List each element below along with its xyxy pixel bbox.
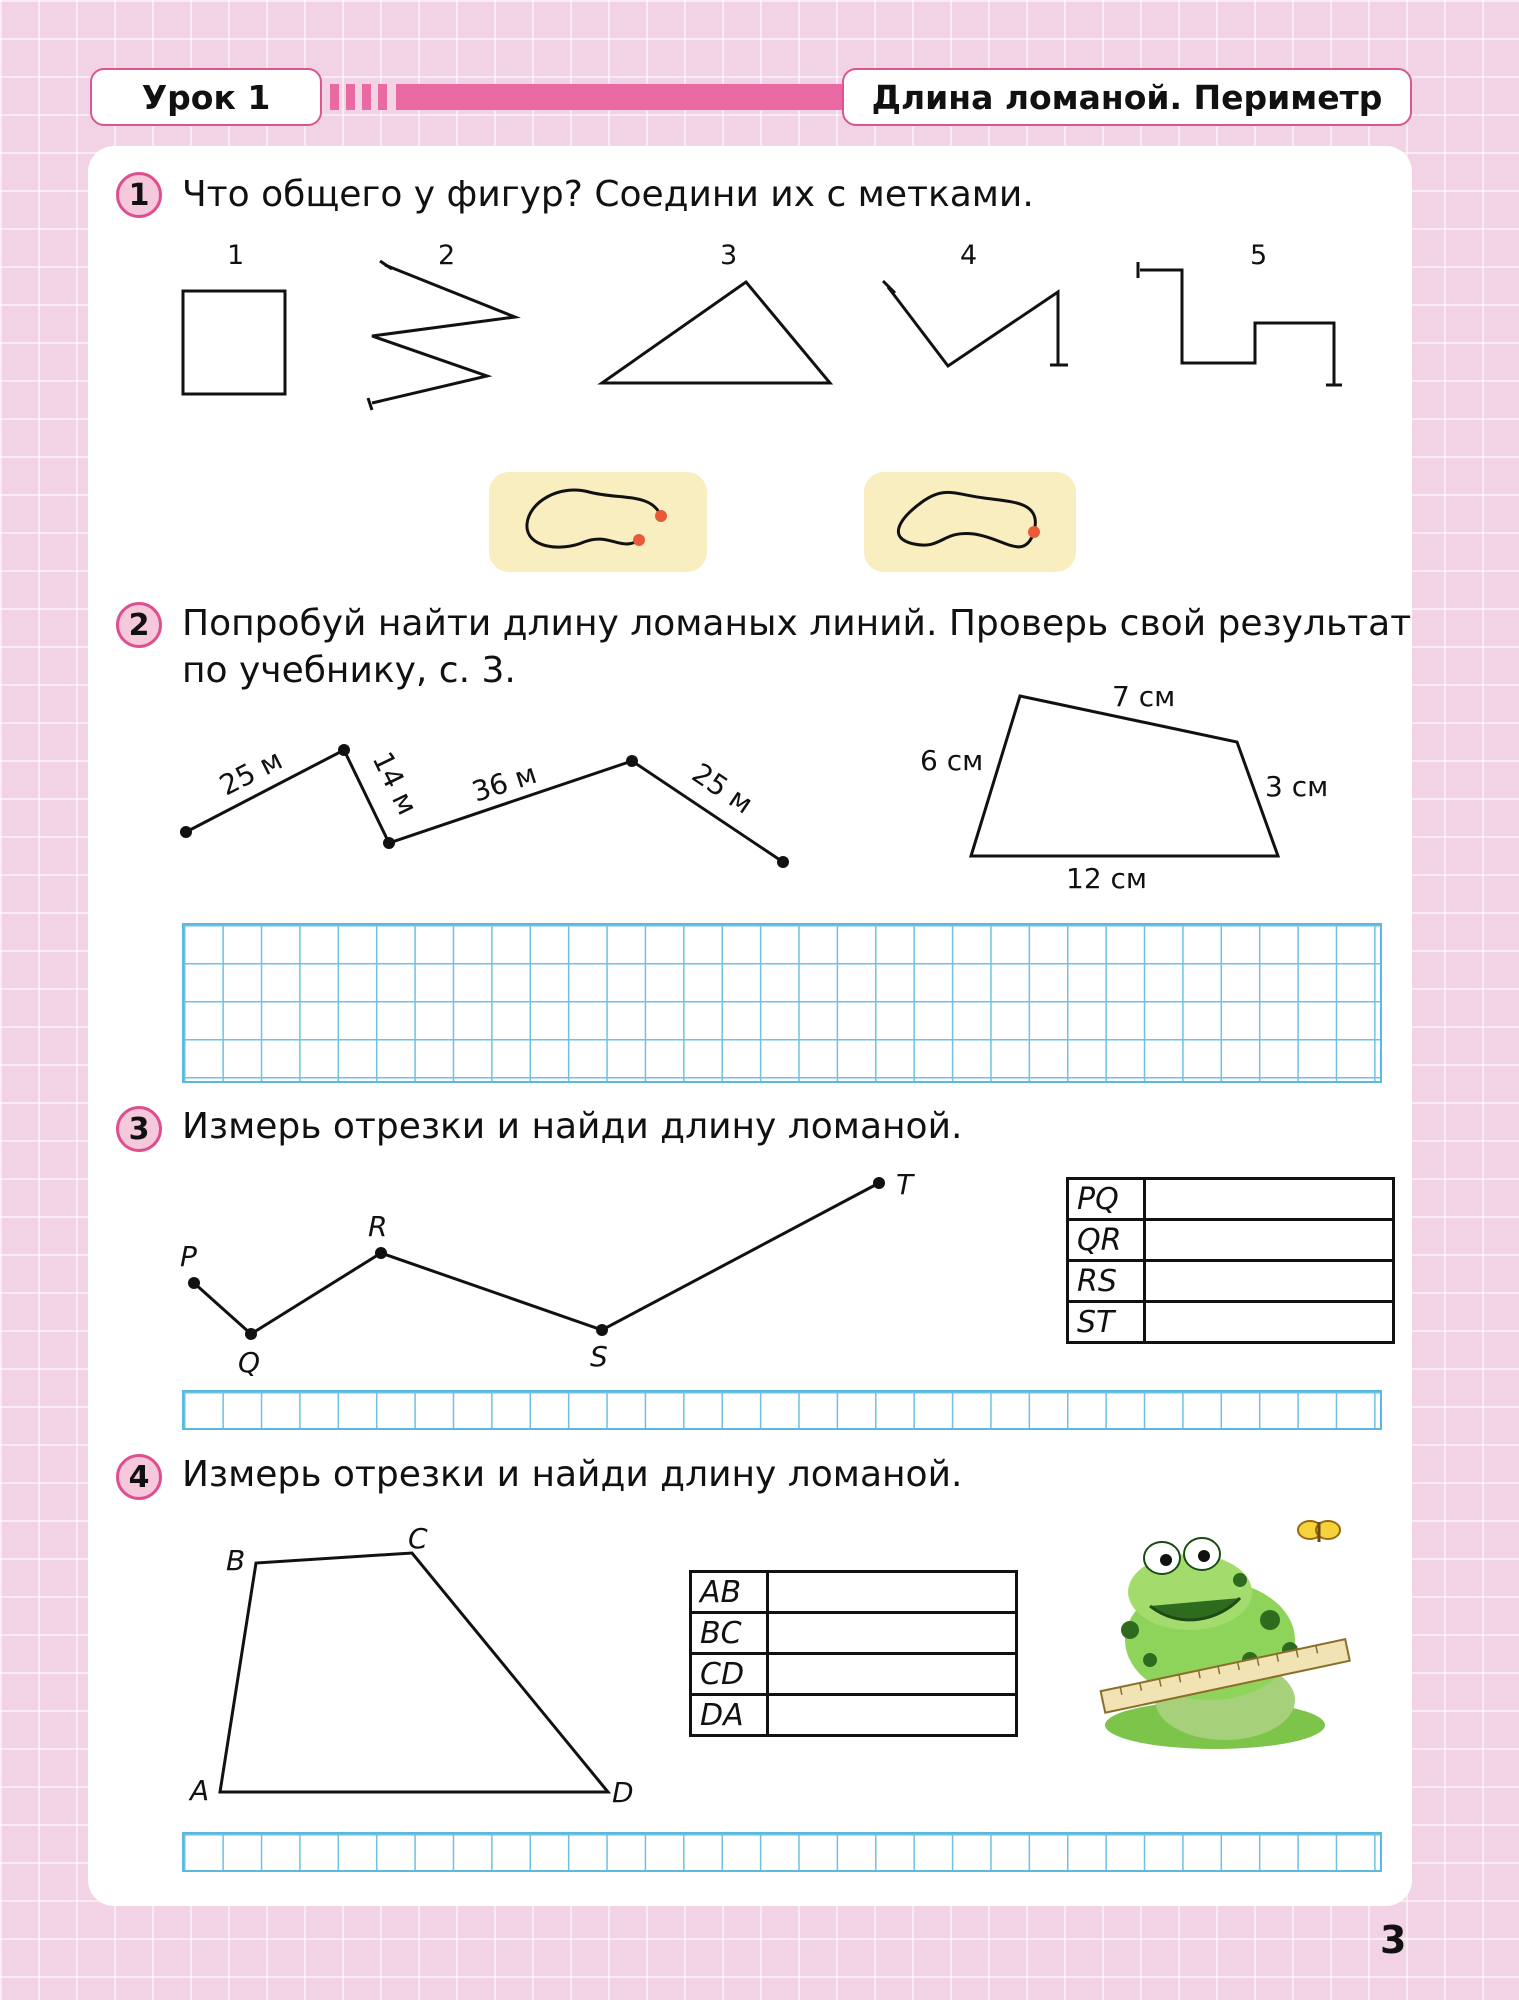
figure-label-5: 5 (1250, 240, 1268, 271)
task1-text: Что общего у фигур? Соедини их с метками. (182, 174, 1034, 215)
task3-text: Измерь отрезки и найди длину ломаной. (182, 1106, 963, 1147)
side-label-bottom: 12 см (1066, 862, 1148, 895)
task-number-3: 3 (116, 1106, 162, 1152)
point-label-a: A (190, 1774, 210, 1807)
point-label-b: B (226, 1544, 246, 1577)
task-number-2: 2 (116, 602, 162, 648)
point-label-r: R (368, 1210, 388, 1243)
table-row (691, 1654, 1017, 1695)
segment-name: DA (691, 1695, 768, 1736)
point-label-p: P (180, 1240, 197, 1273)
side-label-right: 3 см (1265, 770, 1329, 803)
side-label-left: 6 см (920, 744, 984, 777)
quadrilateral-abcd (220, 1553, 608, 1792)
segment-name: BC (691, 1613, 768, 1654)
point-label-t: T (896, 1168, 914, 1201)
measure-input[interactable] (768, 1695, 1017, 1736)
figure-label-1: 1 (227, 240, 245, 271)
measure-input[interactable] (768, 1572, 1017, 1613)
page-number: 3 (1380, 1918, 1407, 1962)
page-title: Длина ломаной. Периметр (842, 68, 1412, 126)
segment-label-36m: 36 м (467, 756, 541, 809)
segment-label-14m: 14 м (365, 746, 425, 821)
task-number-1: 1 (116, 172, 162, 218)
segment-name: RS (1068, 1261, 1145, 1302)
segment-label-25m-b: 25 м (686, 756, 759, 821)
point-label-d: D (612, 1776, 634, 1809)
measure-input[interactable] (768, 1654, 1017, 1695)
segment-name: QR (1068, 1220, 1145, 1261)
point-label-s: S (590, 1340, 608, 1373)
segment-label-25m-a: 25 м (214, 743, 288, 803)
segment-name: ST (1068, 1302, 1145, 1343)
task2-text-line2: по учебнику, с. 3. (182, 650, 516, 691)
answer-grid-task4[interactable] (182, 1832, 1382, 1872)
table-row (691, 1572, 1017, 1613)
lesson-label: Урок 1 (90, 68, 322, 126)
table-row (691, 1613, 1017, 1654)
point-label-c: C (408, 1522, 428, 1555)
figure-label-3: 3 (720, 240, 738, 271)
segment-name: CD (691, 1654, 768, 1695)
segment-name: PQ (1068, 1179, 1145, 1220)
figure-label-4: 4 (960, 240, 978, 271)
task2-text-line1: Попробуй найти длину ломаных линий. Проверь свой результат (182, 603, 1412, 644)
segment-name: AB (691, 1572, 768, 1613)
figure-label-2: 2 (438, 240, 456, 271)
task-number-4: 4 (116, 1454, 162, 1500)
task4-text: Измерь отрезки и найди длину ломаной. (182, 1454, 963, 1495)
frog-with-ruler-illustration (1090, 1510, 1360, 1750)
measure-table-task4 (689, 1570, 1018, 1737)
side-label-top: 7 см (1112, 680, 1176, 713)
point-label-q: Q (238, 1346, 261, 1379)
measure-input[interactable] (768, 1613, 1017, 1654)
table-row (691, 1695, 1017, 1736)
